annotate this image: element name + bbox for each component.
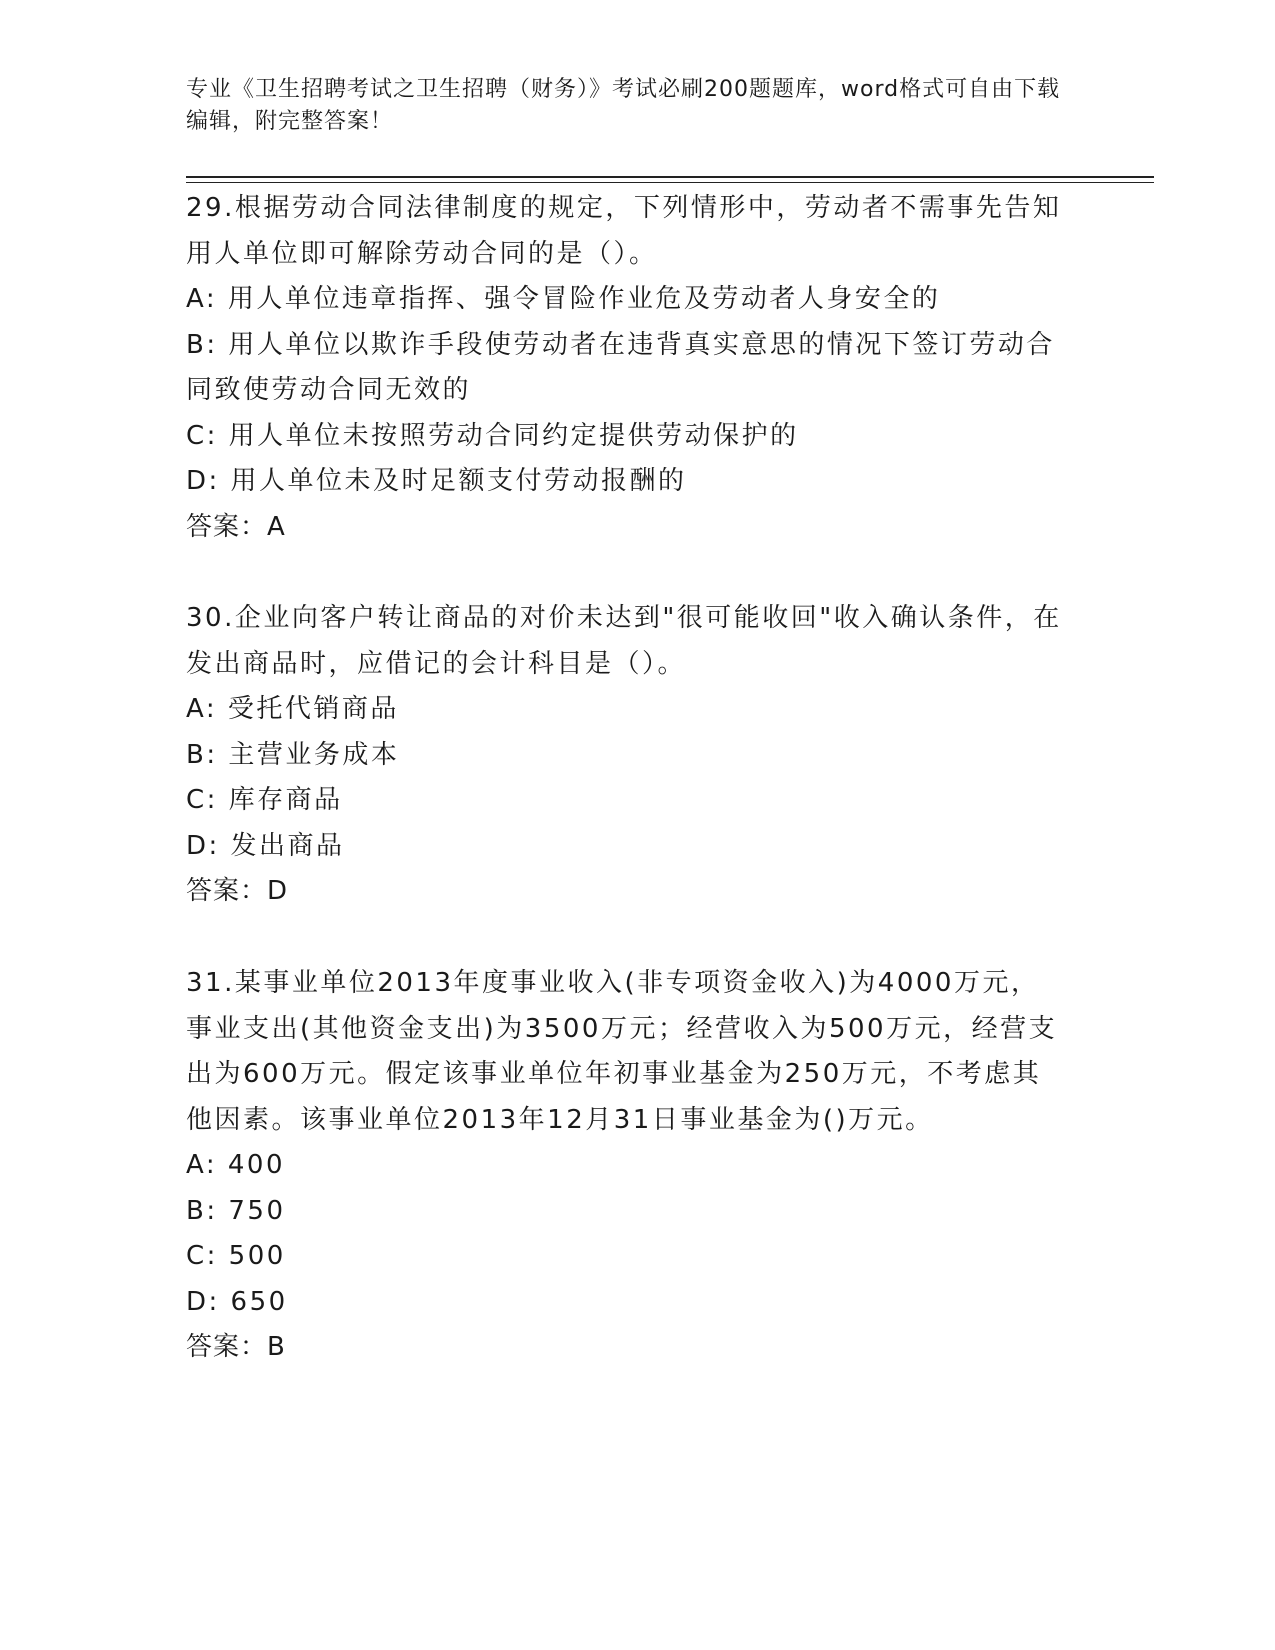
option-b: B: 主营业务成本 [186,739,400,770]
option-d: D: 用人单位未及时足额支付劳动报酬的 [186,466,687,496]
question-stem: 29.根据劳动合同法律制度的规定，下列情形中，劳动者不需事先告知用人单位即可解除劳动合同的是（）。 [186,193,1062,269]
option-d: D: 650 [186,1286,288,1317]
option-d: D: 发出商品 [186,830,345,861]
question-stem: 31.某事业单位2013年度事业收入(非专项资金收入)为4000万元，事业支出(其他资金支出)为3500万元；经营收入为500万元，经营支出为600万元。假定该事业单位年初事业基金为250万元，不考虑其他因素。该事业单位2013年12月31日事业基金为()万元。 [186,968,1058,1135]
question-stem: 30.企业向客户转让商品的对价未达到"很可能收回"收入确认条件，在发出商品时，应借记的会计科目是（）。 [186,603,1062,679]
option-a: A: 受托代销商品 [186,694,399,724]
option-a: A: 400 [186,1150,285,1180]
option-c: C: 500 [186,1241,286,1271]
header-divider-thick [186,176,1154,178]
question-30 [186,596,1066,915]
header-title: 专业《卫生招聘考试之卫生招聘（财务）》考试必刷200题题库，word格式可自由下载编辑，附完整答案！ [186,77,1061,134]
header-divider-thin [186,182,1154,183]
answer: 答案：B [186,1332,286,1362]
option-b: B: 750 [186,1195,286,1226]
option-b: B: 用人单位以欺诈手段使劳动者在违背真实意思的情况下签订劳动合同致使劳动合同无效的 [186,329,1055,405]
answer: 答案：A [186,511,286,542]
question-29 [186,186,1066,550]
option-a: A: 用人单位违章指挥、强令冒险作业危及劳动者人身安全的 [186,284,941,314]
option-c: C: 库存商品 [186,785,343,815]
document-header [186,74,1066,138]
question-31 [186,961,1066,1371]
answer: 答案：D [186,876,289,906]
option-c: C: 用人单位未按照劳动合同约定提供劳动保护的 [186,420,799,451]
